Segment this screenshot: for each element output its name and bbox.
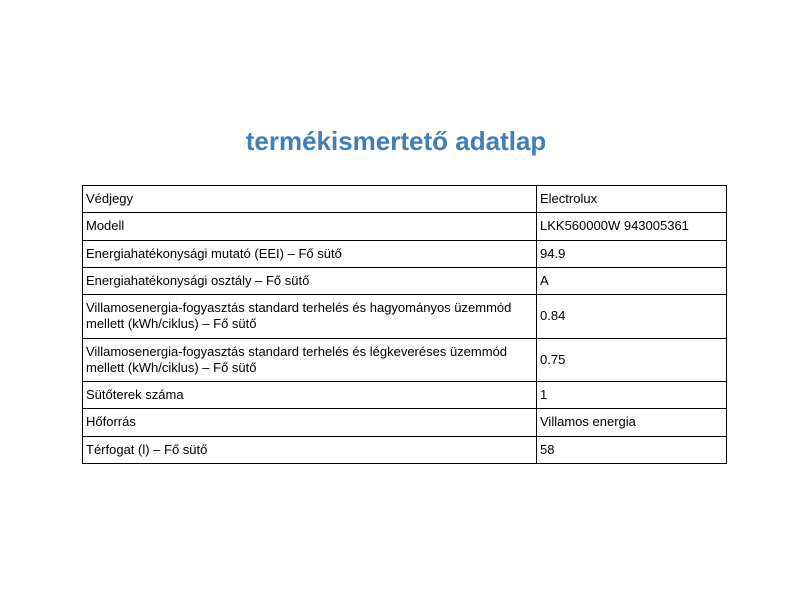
row-value: 94.9 [537, 240, 727, 267]
table-row [83, 240, 727, 267]
row-label: Villamosenergia-fogyasztás standard terhelés és légkeveréses üzemmód mellett (kWh/ciklus) – Fő sütő [83, 338, 537, 382]
row-label: Sütőterek száma [83, 382, 537, 409]
table-row [83, 295, 727, 339]
row-value: A [537, 267, 727, 294]
table-row [83, 213, 727, 240]
table-row [83, 267, 727, 294]
row-value: 1 [537, 382, 727, 409]
table-row [83, 338, 727, 382]
page-title: termékismertető adatlap [245, 126, 547, 156]
row-value: 58 [537, 436, 727, 463]
table-row [83, 186, 727, 213]
row-label: Védjegy [83, 186, 537, 213]
row-label: Energiahatékonysági osztály – Fő sütő [83, 267, 537, 294]
product-info-table-body [83, 186, 727, 464]
product-info-table [82, 185, 727, 464]
table-row [83, 409, 727, 436]
row-label: Térfogat (l) – Fő sütő [83, 436, 537, 463]
row-label: Villamosenergia-fogyasztás standard terhelés és hagyományos üzemmód mellett (kWh/ciklus) – Fő sütő [83, 295, 537, 339]
table-row [83, 436, 727, 463]
product-fiche-page [82, 126, 710, 464]
row-value: 0.75 [537, 338, 727, 382]
row-value: Villamos energia [537, 409, 727, 436]
table-row [83, 382, 727, 409]
row-label: Energiahatékonysági mutató (EEI) – Fő sütő [83, 240, 537, 267]
row-label: Hőforrás [83, 409, 537, 436]
row-value: LKK560000W 943005361 [537, 213, 727, 240]
row-label: Modell [83, 213, 537, 240]
row-value: 0.84 [537, 295, 727, 339]
row-value: Electrolux [537, 186, 727, 213]
